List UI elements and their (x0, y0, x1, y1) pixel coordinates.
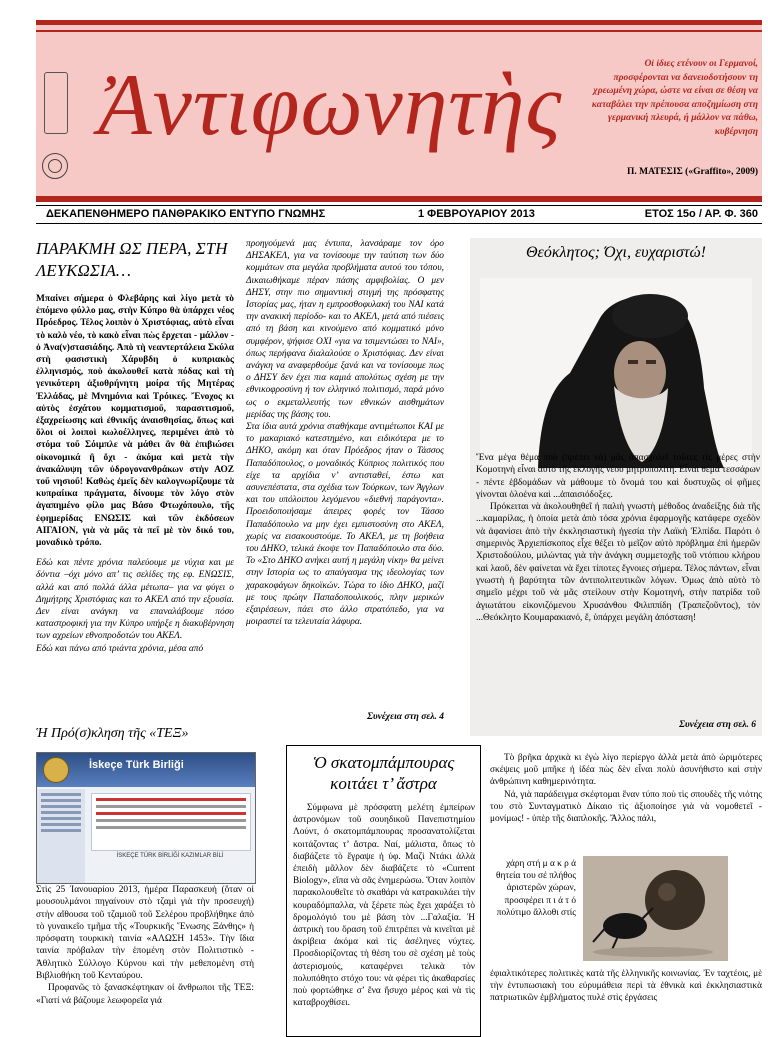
masthead-bottom-rule (36, 196, 762, 202)
article-paragraph: προηγούμενά μας έντυπα, λανσάραμε τον όρο ΔΗΣΑΚΕΛ, για να τονίσουμε την ταύτιση των δύο κομμάτων στα μεγάλα προβλήματα αυτού του τόπου, Δικαιωθήκαμε πέραν πάσης αμφιβολίας. Ο μεν ΔΗΣΥ, στην πιο σημαντική στιγμή της πρόσφατης Ιστορίας μας, ήταν η εμπροσθοφυλακή του ΝΑΙ κατά την ανακική περίοδο- και το ΑΚΕΛ, μετά από πιέσεις από τη βάση και κινούμενο από κομματικό μόνο συμφέρον, ψήφισε ΟΧΙ «για να τσιμεντώσει το ΝΑΙ», όπως περήφανα διαλαλούσε ο Χριστόφιας. Δεν είναι ανάγκη να αναφερθούμε ξανά και να τονίσουμε πως ο ΔΗΣΥ δεν έχει πια καμιά απολύτως σχέση με την εθνικοφροσύνη ή τον ελληνικό πολιτισμό, παρά μόνο ως ο εκμεταλλευτής των εθνικών αισθημάτων μερίδας της βάσης του. (246, 239, 444, 420)
article-title-tex: Ἡ Πρό(σ)κληση τῆς «ΤΕΞ» (36, 726, 189, 741)
article-paragraph: Ἕνα μέγα θέμα ποὺ (πρέπει νά) μᾶς ἀπασχολεῖ τοῦτες τὶς μέρες στὴν Κομοτηνὴ εἶναι αὐτὸ τῆς ἐκλογῆς νέου μητροπολίτη. Εἶναι θέμα τεσσάρων - πέντε ἑβδομάδων νὰ μάθουμε τὸ ὄνομά του καὶ δυστυχῶς οἱ φῆμες γίνονται ὁλοένα καὶ ...ἀπαισιόδοξες. (476, 453, 760, 500)
continued-on-page-link[interactable]: Συνέχεια στη σελ. 4 (367, 712, 444, 722)
article-intro: Μπαίνει σήμερα ὁ Φλεβάρης καὶ λίγο μετὰ τὸ ἑπόμενο φύλλο μας, στὴν Κύπρο θὰ ὑπάρχει νέος Πρόεδρος. Τέλος λοιπὸν ὁ Χριστόφιας, αὐτὸ εἶναι τὸ καλὸ νέο, τὸ κακὸ εἶναι πὼς ἔρχεται - μάλλον - ὁ Ἀνα(ν)στασιάδης. Ἀπὸ τὴ νεαντερτάλεια Σκύλα στὴ φασιστικὴ Χάρυβδη ὁ κυπριακὸς ἑλληνισμός, ποὺ ἀκολουθεῖ κατὰ πόδας καὶ τὴ γενικότερη ἀξιοθρήνητη μοίρα τῆς Μητέρας Ἑλλάδας, μὲ Μνημόνια καὶ Τρόικες. Ἔνοχος κι αὐτὸς ἐσχάτου κομματισμοῦ, παρασιτισμοῦ, ἐξαχρείωσης καὶ ἐθνικῆς ἀναισθησίας, ὅπως καὶ ὅλοι οἱ λοιποὶ κωλοέλληνες, περιμένει ἀπὸ τὸ στόμα τοῦ Σόιμπλε νὰ μάθει ἂν θὰ ἐπιβιώσει οἰκονομικά ἢ ὄχι - ἀκόμα καὶ μετὰ τὴν ἀνακάλυψη τῶν ὑδρογονανθράκων στὴν ΑΟΖ τοῦ νησιοῦ! Καθὼς ἐμεῖς δὲν καλογνωρίζουμε τὰ κυπραίικα πράγματα, δίνουμε τὸν λόγο στὸν ἀγαπημένο φίλο μας Βάσο Φτωχόπουλο, τῆς ἐφημερίδας ΕΝΩΣΙΣ καὶ τῶν ἐκδόσεων ΑΙΓΑΙΟΝ, γιὰ νὰ μᾶς τὰ πεῖ μὲ τὸν δικό του, μοναδικὸ τρόπο. (36, 294, 234, 549)
website-name: İskeçe Türk Birliği (89, 759, 184, 771)
website-screenshot (36, 752, 256, 884)
website-announcement (91, 793, 251, 851)
article-paragraph: Προφανῶς τὸ ξανασκέφτηκαν οἱ ἄνθρωποι τῆς ΤΕΞ: «Γιατί νά βάζουμε λεωφορεῖα γιά (36, 983, 254, 1006)
bishop-portrait-photo (480, 278, 752, 468)
article-body-tex (36, 884, 254, 1007)
issue-number: ΕΤΟΣ 15ο / ΑΡ. Φ. 360 (644, 208, 758, 220)
masthead-top-rule-thin (36, 30, 762, 32)
website-caption: İSKEÇE TÜRK BİRLİĞİ KAZIMLAR BİLİ (116, 853, 224, 859)
article-title-theoklitos: Θεόκλητος; Όχι, ευχαριστώ! (526, 244, 706, 261)
article-paragraph: Εδώ και πέντε χρόνια παλεύουμε με νύχια και με δόντια –όχι μόνο απ’ τις σελίδες της εφ. ΕΝΩΣΙΣ, αλλά και από πολλά άλλα μέτωπα– για να φύγει ο Δημήτρης Χριστόφιας και το ΑΚΕΛ από την εξουσία. Δεν είναι ανάγκη να επαναλάβουμε πόσο καταστροφική για την Κύπρο υπήρξε η διακυβέρνηση των αχρείων εθνοπροδοτών του ΑΚΕΛ. (36, 558, 234, 642)
issue-date: 1 ΦΕΒΡΟΥΑΡΙΟΥ 2013 (418, 208, 535, 220)
article-body-parakmi (36, 293, 234, 655)
article-body-theoklitos (476, 452, 760, 624)
masthead-quote-author: Π. ΜΑΤΕΣΙΣ («Graffito», 2009) (626, 167, 758, 177)
masthead-top-rule (36, 20, 762, 25)
newspaper-title: Ἀντιφωνητὴς (98, 57, 563, 154)
article-paragraph: Στα ίδια αυτά χρόνια σταθήκαμε αντιμέτωποι ΚΑΙ με το μακαριακό κατεστημένο, και ειδικότερα με το ΔΗΚΟ, ακόμη και όταν Πρόεδρος ήταν ο Τάσσος Παπαδόπουλος, ο μοναδικός Κύπριος πολιτικός που είχε τα αρχίδια ν’ αντισταθεί, έστω και ασυνεπέστατα, στα σχέδια των Τούρκων, των Άγγλων και του υπόλοιπου λεγόμενου «διεθνή παράγοντα». Προειδοποιήσαμε άπειρες φορές τον Τάσσο Παπαδόπουλο να μην έχει εμπιστοσύνη στο ΑΚΕΛ, χωρίς να εισακουστούμε. Το ΑΚΕΛ, με τη βοήθεια του ΔΗΚΟ, τελικά έκοψε τον Παπαδόπουλο στα δύο. Το «Στο ΔΗΚΟ ανήκει αυτή η μεγάλη νίκη» θα μείνει στην Ιστορία ως το απαύγασμα της ιδεολογίας των χαρακοφάγων δηκοϊκών. Τώρα το ίδιο ΔΗΚΟ, μαζί με τους πρώην Παπαδοπουλικούς, πλην μερικών εξαιρέσεων, πάει στο άλλο στρατόπεδο, για να μοιραστεί τα τελευταία λάφυρα. (246, 422, 444, 628)
dung-beetle-image (583, 856, 728, 961)
bishop-portrait-image (480, 278, 752, 468)
article-body-beetle (293, 802, 475, 1009)
website-sidebar (37, 789, 85, 883)
article-paragraph: Στὶς 25 Ἰανουαρίου 2013, ἡμέρα Παρασκευὴ (ὅταν οἱ μουσουλμάνοι πηγαίνουν στὸ τζαμὶ γιὰ τὴν προσευχή) στὴν αἴθουσα τοῦ τζαμιοῦ τοῦ Σελέρου προβλήθηκε ἀπὸ τὸ γυναικεῖο τμῆμα τῆς «Τουρκικῆς Ἕνωσης Ξάνθης» ἡ πρόσφατη τουρκικὴ ταινία «ΑΛΩΣΗ 1453». Τὴν ἴδια ταινία πρόβαλαν τὴν ἑπομένη στὸν Πολιτιστικὸ - Ἀθλητικὸ Σύλλογο Κύρνου καὶ τὴν μεθεπομένη στὴ Βιβλιοθήκη τοῦ Κενταύρου. (36, 885, 254, 982)
publication-type: ΔΕΚΑΠΕΝΘΗΜΕΡΟ ΠΑΝΘΡΑΚΙΚΟ ΕΝΤΥΠΟ ΓΝΩΜΗΣ (46, 208, 326, 220)
article-paragraph: Πρόκειται νὰ ἀκολουθηθεῖ ἡ παλιὴ γνωστὴ μέθοδος ἀναδείξης διὰ τῆς ...καμαρίλας, ἡ ὁποία μετὰ ἀπὸ τόσα χρόνια ἐφαρμογῆς κατάφερε σχεδὸν νὰ ἀφανίσει ἀπὸ τὴν ἐκκλησιαστικὴ ἡγεσία τὴν Λαϊκὴ Ἐλπίδα. Παρότι ὁ σημερινὸς Ἀρχιεπίσκοπος εἶχε θέξει τὸ μεῖζον αὐτὸ πρόβλημα ἐπὶ ἡμερῶν Χριστοδούλου, μιλώντας γιὰ τὴν ἀνάγκη συμμετοχῆς τοῦ ντόπιου κλήρου καὶ λαοῦ, δὲν φαίνεται νὰ ἔχει τίποτες ἔγνοιες σήμερα. Τέλος πάντων, εἶναι γνωστὴ ἡ βαρύτητα τῶν ἀντιπολιτευτικῶν λόγων. Ὁμως ἀπὸ αὐτὸ τὸ σημεῖο μέχρι τοῦ νὰ μᾶς στείλουν στὴν Κομοτηνή, στὴν πατρίδα τοῦ ἁγιωτάτου εἰκονιζόμενου Χρυσάνθου Φιλιππίδη (Τραπεζοῦντος), τὸν ...Θεόκλητο Κουμαρακιανό, ἔ, ὑπάρχει μεγάλη ἀπόσταση! (476, 502, 760, 623)
article-body-parakmi-continued (246, 238, 444, 629)
continued-on-page-link[interactable]: Συνέχεια στη σελ. 6 (679, 720, 756, 730)
article-title-beetle: Ὁ σκατομπάμπουρας κοιτάει τ’ ἄστρα (312, 753, 455, 793)
theoklitos-article-panel (470, 238, 762, 736)
article-body-beetle-end: ἐφιαλτικότερες πολιτικὲς κατὰ τῆς ἑλληνικῆς κοινωνίας. Ἐν ταχτέοις, μὲ τὴν ἐντυπωσιακὴ του εὐρυμάθεια περὶ τὰ ἐθνικὰ καὶ ἐκκλησιαστικὰ πατριωτικῶν ἐμβλήματος πυλέ στὶς ἐργάσεις (490, 969, 762, 1004)
article-paragraph: Τὸ βρῆκα ἀρχικὰ κι ἐγὼ λίγο περίεργο ἀλλὰ μετὰ ἀπὸ ὡριμότερες σκέψεις μοῦ μπῆκε ἡ ἰδέα πὼς δὲν εἶναι πολὺ ἀσυνήθιστο καὶ στὴν ἀνθρώπινη καθημερινότητα. (490, 753, 762, 788)
article-paragraph: Εδώ και πάνω από τριάντα χρόνια, μέσα από (36, 643, 204, 654)
website-logo-icon (43, 757, 69, 783)
article-title-parakmi: ΠΑΡΑΚΜΗ ΩΣ ΠΕΡΑ, ΣΤΗ ΛΕΥΚΩΣΙΑ… (36, 239, 228, 280)
issue-info-bar (36, 205, 762, 224)
publisher-seal-icon (44, 72, 68, 134)
article-paragraph: Νά, γιὰ παράδειγμα σκέφτομαι ἕναν τύπο ποὺ τὶς σπουδὲς τῆς νιότης του στὸ Συνταγματικὸ Δίκαιο τὶς ἀξιοποίησε γιὰ νὰ νομοθετεῖ - μονίμως! - ὑπὲρ τῆς διαπλοκῆς. Ἄλλος πάλι, (490, 789, 762, 825)
article-body-beetle-continued (490, 752, 762, 825)
article-wrap-text: χάρη στή μ α κ ρ ά θητεία του σέ πλήθος ἀριστερῶν χώρων, προσφέρει π ι ά τ ό πολύτιμο ἄλλοθι στίς (496, 859, 576, 918)
dung-beetle-photo (583, 856, 728, 961)
round-seal-icon (42, 153, 68, 179)
beetle-article-box (286, 745, 481, 1037)
masthead-quote: Οἰ ἰδιες ετένουν οι Γερμανοί, προσφέρονται να δανειοδοτήσουν τη χρεωμένη χώρα, ώστε να είναι σε θέση να καταβάλει την πρέπουσα αποζημίωση στη γερμανική πλευρά, ή μάλλον να πάθω, κυβέρνηση (591, 59, 758, 137)
article-paragraph: Σύμφωνα μὲ πρόσφατη μελέτη ἐμπείρων ἀστρονόμων τοῦ σουηδικοῦ Πανεπιστημίου Λούντ, ὁ σκατομπάμπουρας προσανατολίζεται κοιτάζοντας τ’ ἄστρα. Ναί, μάλιστα, ὅπως τὸ διαβάζετε τὸ ἔγραψε ἡ ὑφ. Μαζὶ Ντάκι ἀλλὰ ἐπειδὴ μᾶλλον δὲν διαβάζετε τὸ «Current Biology», εἴπα νὰ σᾶς ἐνημερώσω. Ὅταν λοιπὸν παρακολουθεῖτε τὸ σκαθάρι νὰ κατρακυλάει τὴν κουραδόμπαλλα, νὰ ξέρετε πὼς ἔχει χαράξει τὸ δρομολόγιό του μὲ βάση τὸν ...Γαλαξία. Ἡ ἀστρικὴ του ὅραση τοῦ ἐπιτρέπει νὰ κινεῖται μὲ ἀκρίβεια ἀκόμα καὶ τὶς ἀσέληνες νύχτες. Προσδιορίζοντας τὴ θέση του σὲ σχέση μὲ τοὺς ἀστερισμούς, καταφέρνει τελικὰ τὸν πολυπόθητο στόχο του: νὰ φέρει τὶς ἀκαθαρσίες ποὺ φορτώθηκε σ’ ἕνα ἥσυχο μέρος καὶ νὰ τὶς καταβροχθίσει. (293, 803, 475, 1009)
